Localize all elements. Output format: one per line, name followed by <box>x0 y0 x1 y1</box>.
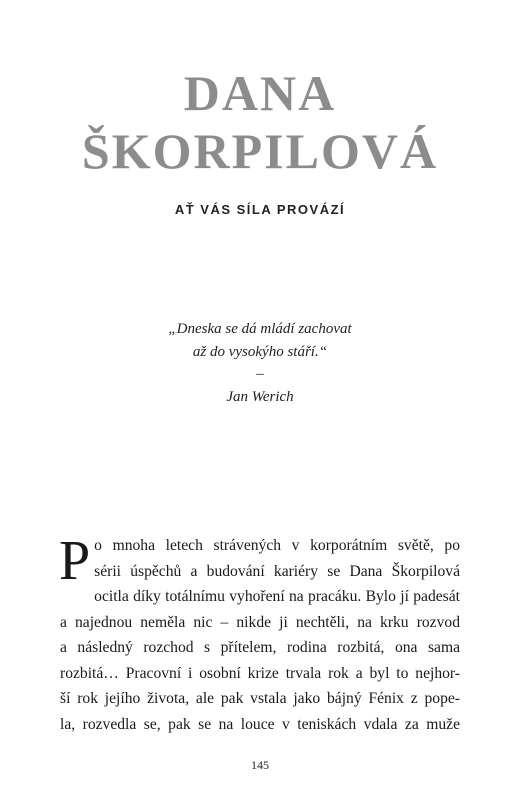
epigraph-dash: – <box>256 366 264 382</box>
body-line: sérii úspěchů a budování kariéry se Dana Škorpilová <box>94 562 460 580</box>
epigraph-author: Jan Werich <box>226 389 294 405</box>
author-first-name: DANA <box>183 65 337 121</box>
body-line: ší rok jejího života, ale pak vstala jako bájný Fénix z pope- <box>60 690 460 707</box>
body-line: la, rozvedla se, pak se na louce v teniskách vdala za muže <box>60 715 460 733</box>
body-paragraph <box>59 530 460 737</box>
epigraph <box>0 318 520 408</box>
author-last-name: ŠKORPILOVÁ <box>81 123 439 179</box>
epigraph-line-1: „Dneska se dá mládí zachovat <box>168 321 352 337</box>
body-line: a najednou neměla nic – nikde ji nechtěli, na krku rozvod <box>60 613 460 631</box>
epigraph-line-2: až do vysokýho stáří.“ <box>192 344 328 360</box>
chapter-title: AŤ VÁS SÍLA PROVÁZÍ <box>174 202 346 217</box>
drop-cap: P <box>59 530 91 592</box>
body-line: ocitla díky totálnímu vyhoření na pracáku. Bylo jí padesát <box>94 588 460 605</box>
body-line: o mnoha letech strávených v korporátním světě, po <box>94 537 460 554</box>
body-line: a následný rozchod s přítelem, rodina rozbitá, ona sama <box>60 639 460 656</box>
page-number: 145 <box>251 758 269 772</box>
body-line: rozbitá… Pracovní i osobní krize trvala rok a byl to nejhor- <box>60 664 460 682</box>
